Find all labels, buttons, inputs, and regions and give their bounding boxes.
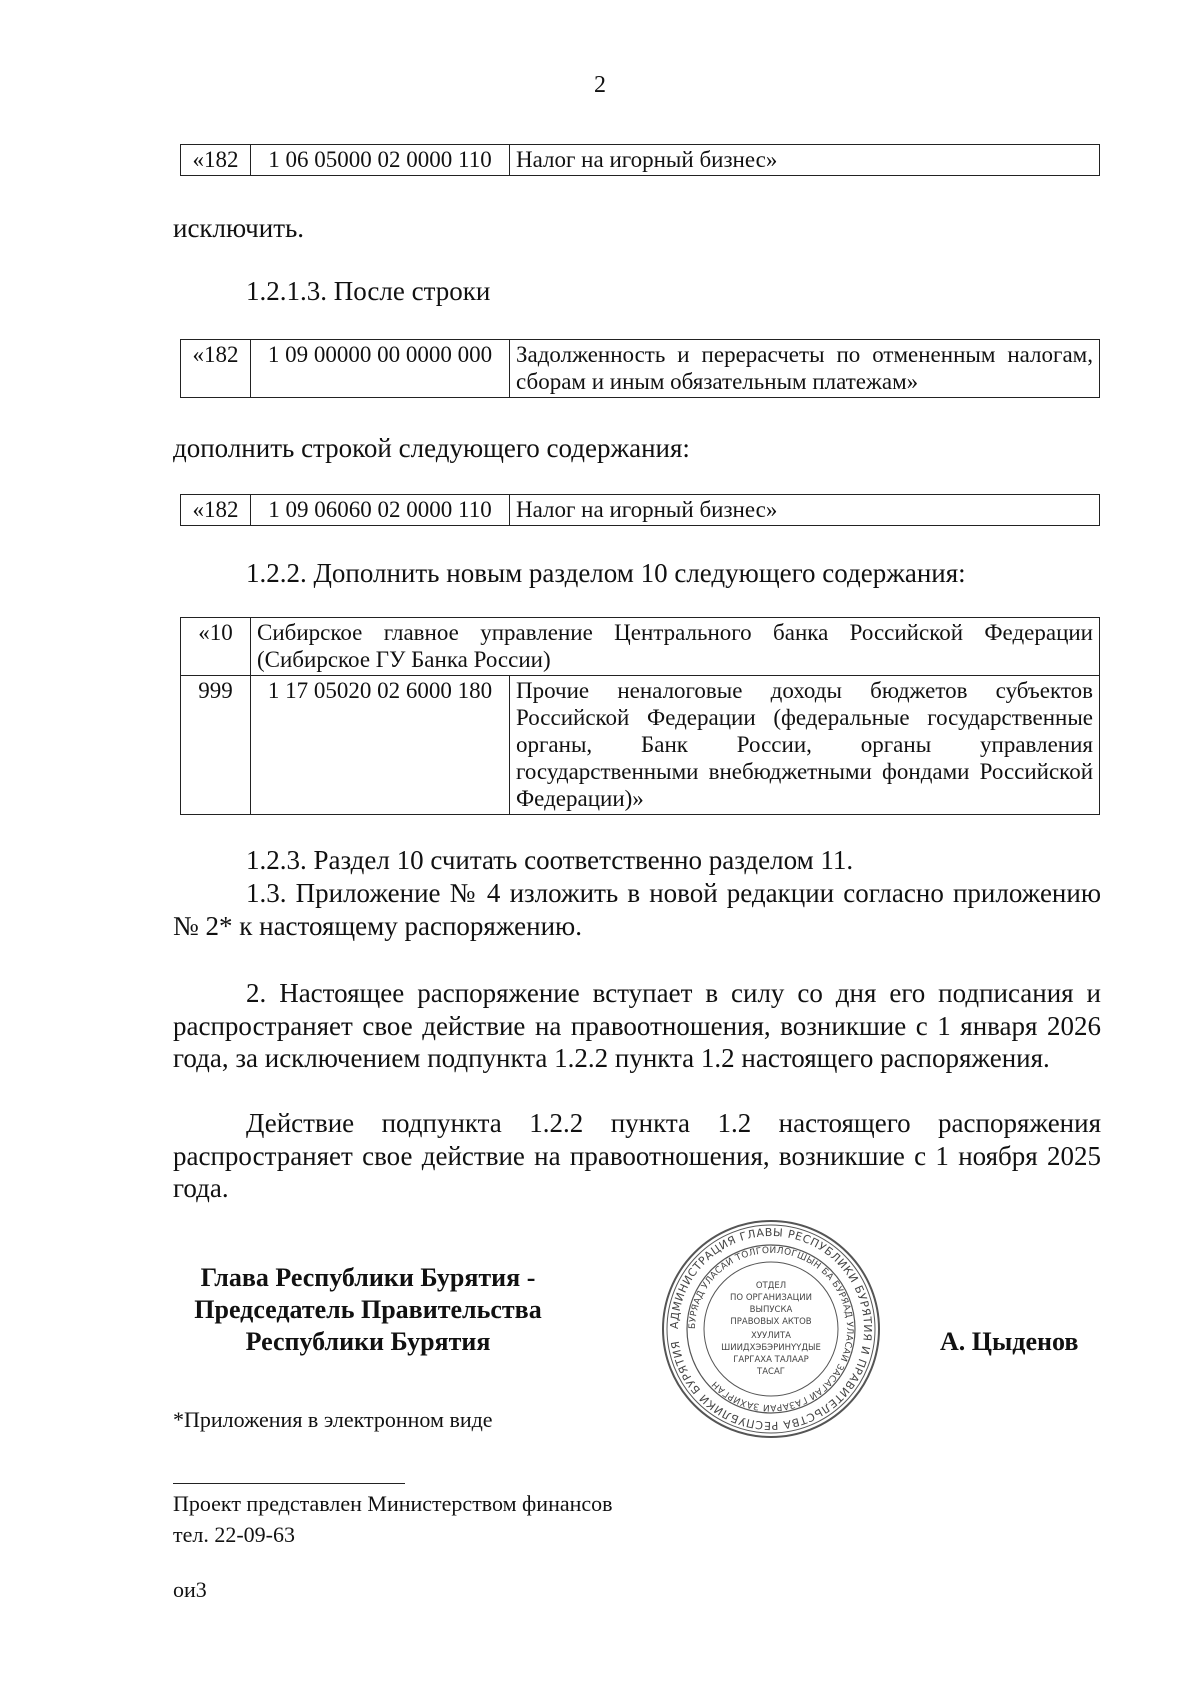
signatory-title — [173, 1262, 563, 1358]
prepared-by: Проект представлен Министерством финансов — [173, 1491, 613, 1516]
signatory-title-line-2: Председатель Правительства — [194, 1295, 542, 1324]
footer-divider — [173, 1483, 405, 1484]
after-row-text: 1.2.1.3. После строки — [246, 276, 491, 306]
stamp-center-line: ТАСАГ — [757, 1367, 785, 1377]
page-number: 2 — [594, 72, 606, 98]
table-row — [181, 495, 1100, 526]
stamp-outer-ring-text: АДМИНИСТРАЦИЯ ГЛАВЫ РЕСПУБЛИКИ БУРЯТИЯ И ПРАВИТЕЛЬСТВА РЕСПУБЛИКИ БУРЯТИЯ — [667, 1225, 875, 1433]
stamp-center-text — [721, 1281, 821, 1377]
admin-code-cell: 999 — [181, 676, 251, 815]
table-budget-code-added — [180, 494, 1100, 526]
table-budget-code-reference — [180, 339, 1100, 398]
paragraph-action: Действие подпункта 1.2.2 пункта 1.2 настоящего распоряжения распространяет свое действие на правоотношения, возникшие с 1 ноября 2025 года. — [173, 1108, 1101, 1203]
paragraph-2: 2. Настоящее распоряжение вступает в силу со дня его подписания и распространяет свое действие на правоотношения, возникшие с 1 января 2026 года, за исключением подпункта 1.2.2 пункта 1.2 настоящего распоряжения. — [173, 978, 1101, 1073]
paragraph-1-3: 1.3. Приложение № 4 изложить в новой редакции согласно приложению № 2* к настоящему распоряжению. — [173, 878, 1101, 941]
phone: тел. 22-09-63 — [173, 1522, 296, 1547]
stamp-center-line: ПО ОРГАНИЗАЦИИ — [730, 1293, 812, 1303]
table-section-10 — [180, 617, 1100, 815]
section-number-cell: «10 — [181, 618, 251, 676]
document-code: ои3 — [173, 1577, 207, 1602]
admin-code-cell: «182 — [181, 145, 251, 176]
description-cell: Задолженность и перерасчеты по отмененным налогам, сборам и иным обязательным платежам» — [510, 340, 1100, 398]
signatory-title-line-3: Республики Бурятия — [245, 1327, 491, 1356]
official-stamp — [660, 1218, 882, 1440]
stamp-center-line: ХУУЛИТА — [751, 1331, 791, 1341]
budget-code-cell: 1 09 06060 02 0000 110 — [251, 495, 510, 526]
supplement-text: дополнить строкой следующего содержания: — [173, 433, 690, 463]
table-budget-code-excluded — [180, 144, 1100, 176]
section-title-cell: Сибирское главное управление Центрального банка Российской Федерации (Сибирское ГУ Банка России) — [251, 618, 1100, 676]
description-cell: Налог на игорный бизнес» — [510, 495, 1100, 526]
budget-code-cell: 1 09 00000 00 0000 000 — [251, 340, 510, 398]
stamp-center-line: ВЫПУСКА — [749, 1305, 793, 1315]
table-row — [181, 340, 1100, 398]
admin-code-cell: «182 — [181, 495, 251, 526]
table-row — [181, 145, 1100, 176]
exclude-text: исключить. — [173, 213, 305, 243]
description-cell: Налог на игорный бизнес» — [510, 145, 1100, 176]
budget-code-cell: 1 17 05020 02 6000 180 — [251, 676, 510, 815]
table-row — [181, 676, 1100, 815]
stamp-center-line: ПРАВОВЫХ АКТОВ — [730, 1317, 812, 1327]
stamp-center-line: ШИИДХЭБЭРИНҮҮДЫЕ — [721, 1343, 821, 1353]
stamp-center-line: ОТДЕЛ — [755, 1281, 787, 1291]
budget-code-cell: 1 06 05000 02 0000 110 — [251, 145, 510, 176]
footnote: *Приложения в электронном виде — [173, 1407, 493, 1432]
admin-code-cell: «182 — [181, 340, 251, 398]
description-cell: Прочие неналоговые доходы бюджетов субъектов Российской Федерации (федеральные государственные органы, Банк России, органы управления государственными внебюджетными фондами Российской Федерации)» — [510, 676, 1100, 815]
paragraph-1-2-3: 1.2.3. Раздел 10 считать соответственно разделом 11. — [246, 845, 854, 875]
signatory-title-line-1: Глава Республики Бурятия - — [200, 1263, 536, 1292]
signatory-name: А. Цыденов — [940, 1327, 1079, 1356]
table-row — [181, 618, 1100, 676]
stamp-inner-ring-text: БУРЯАД УЛАСАЙ ТОЛГОЙЛОГШЫН БА БУРЯАД УЛАСАЙ ЗАСАГАЙ ГАЗАРАЙ ЗАХИРГАН — [687, 1245, 855, 1413]
stamp-center-line: ГАРГАХА ТАЛААР — [733, 1355, 809, 1365]
section10-text: 1.2.2. Дополнить новым разделом 10 следующего содержания: — [246, 558, 966, 588]
